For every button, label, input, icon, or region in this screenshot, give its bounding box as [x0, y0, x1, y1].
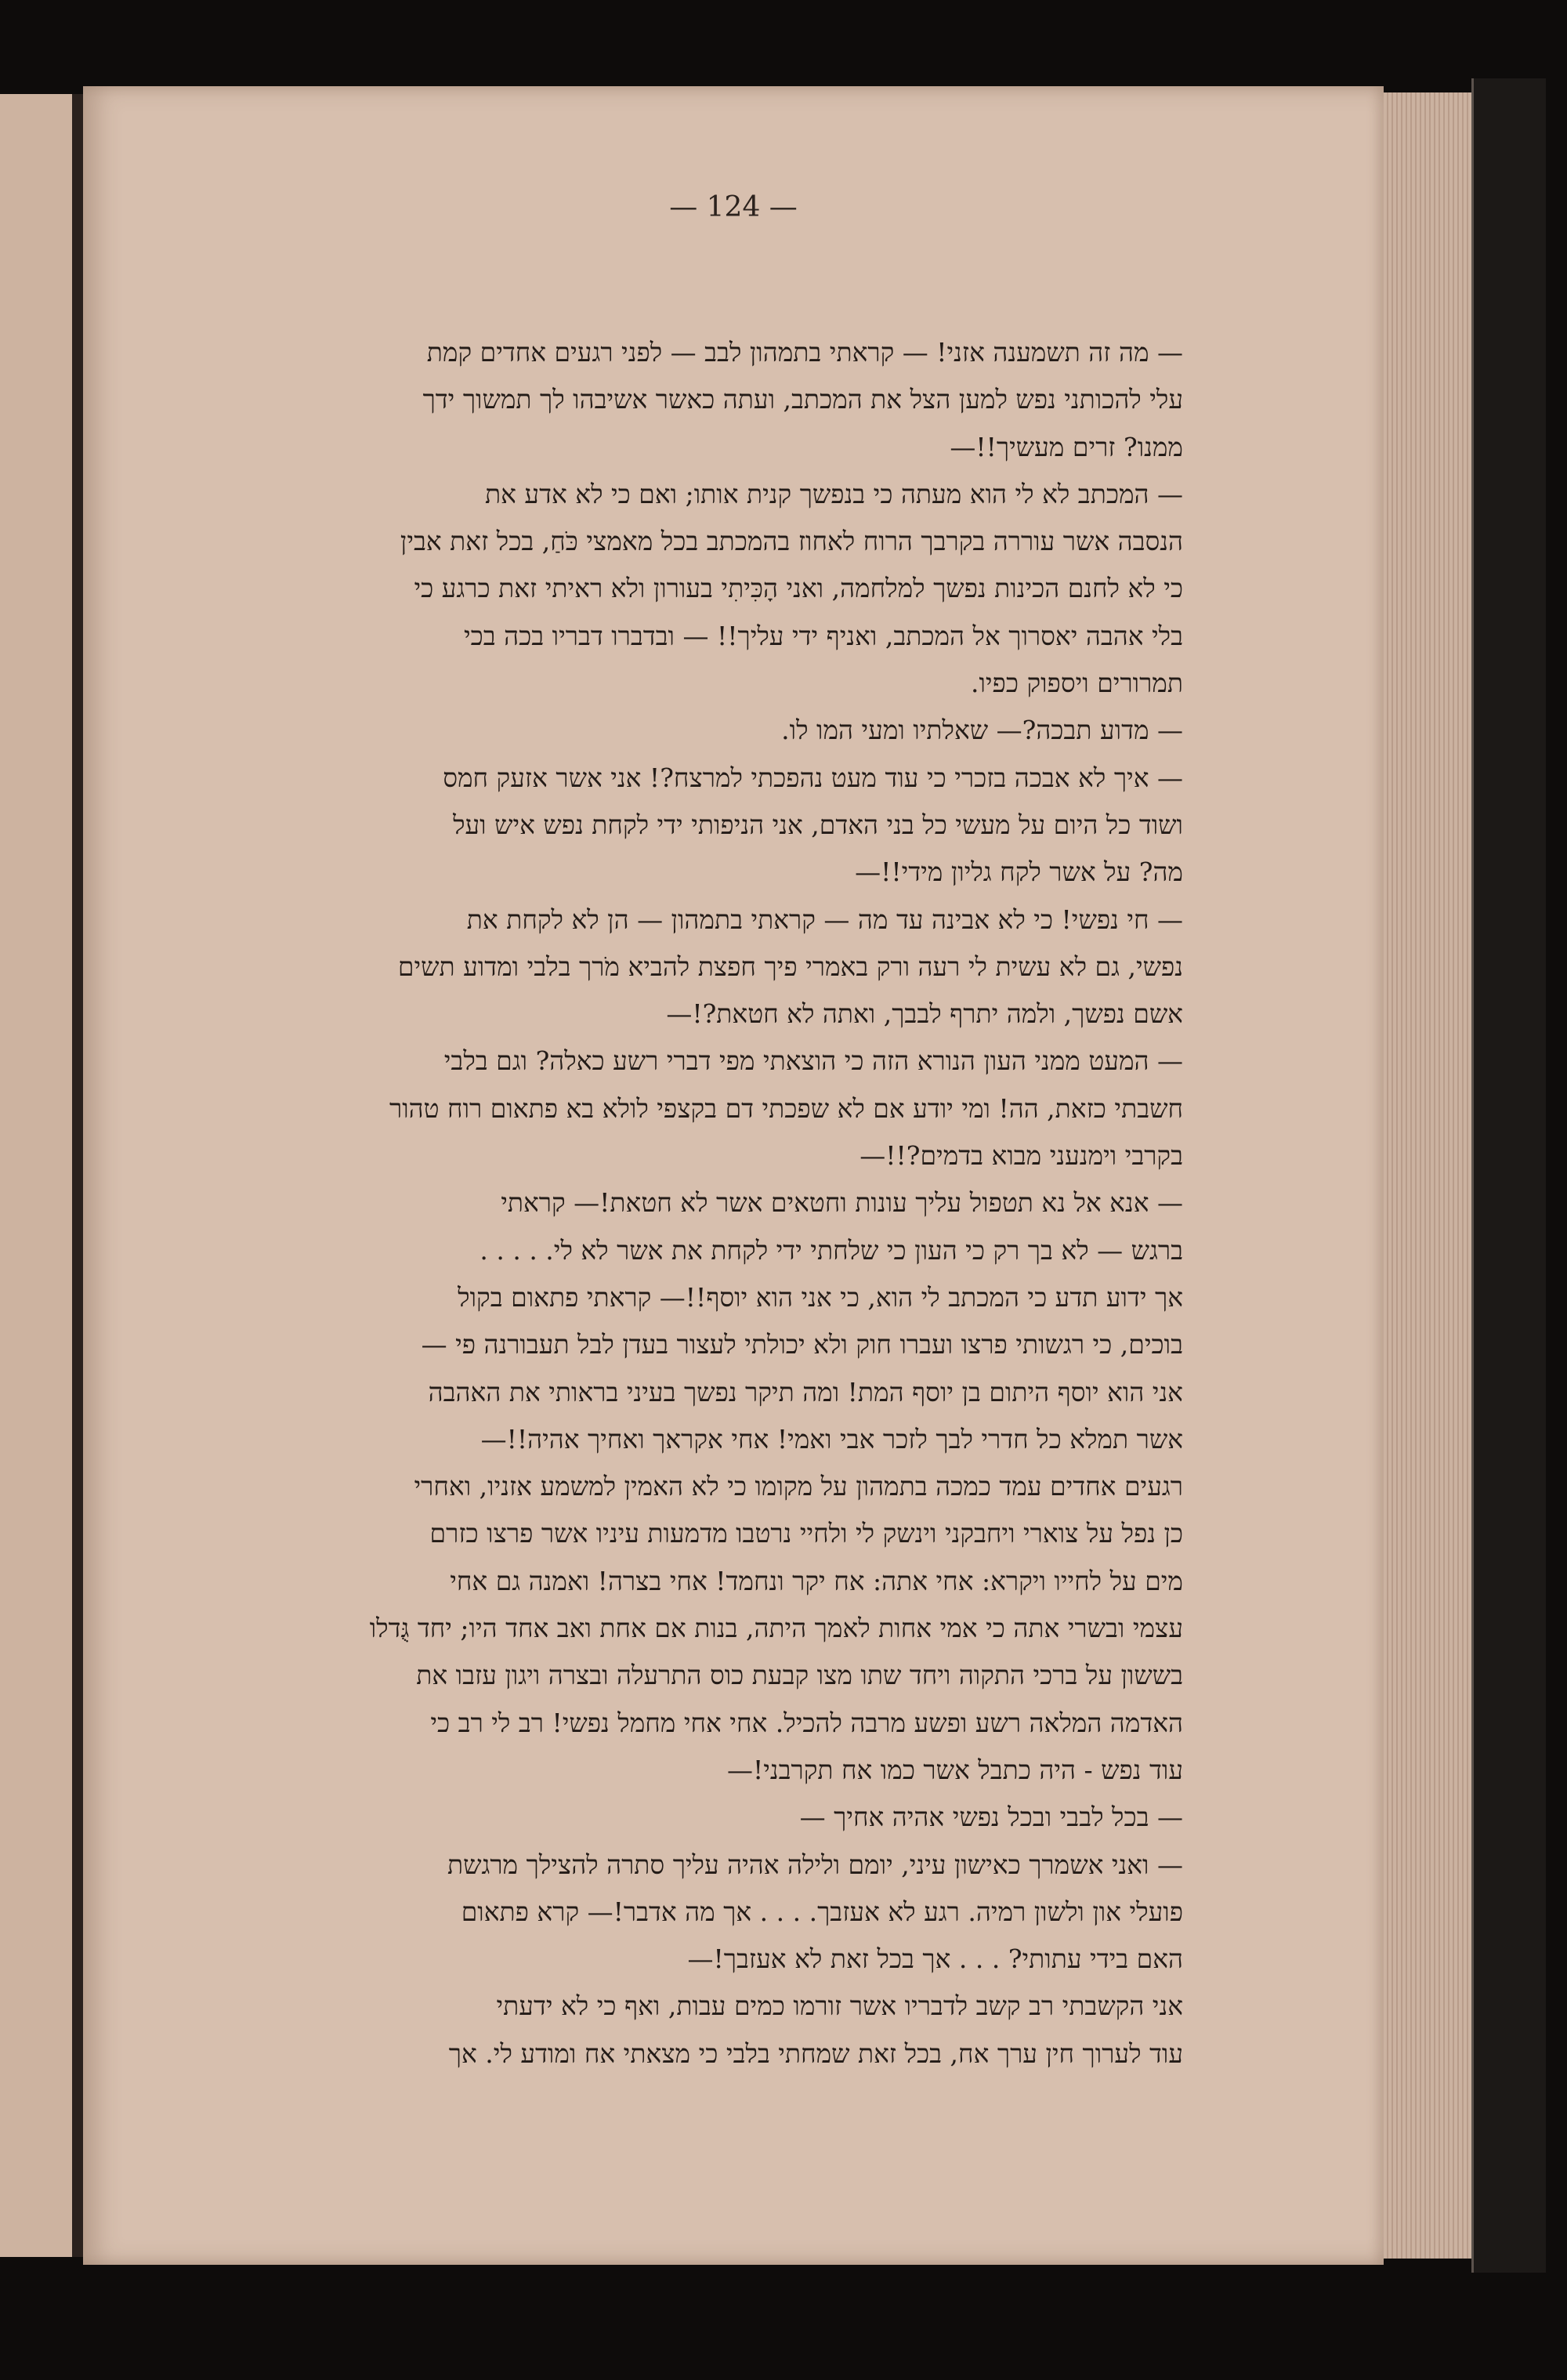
text-line: רגעים אחדים עמד כמכה בתמהון על מקומו כי לא האמין למשמע אזניו, ואחרי [414, 1471, 1183, 1502]
page-block-edges [1384, 92, 1471, 2259]
text-line: — אנא אל נא תטפול עליך עונות וחטאים אשר לא חטאת!— קראתי [501, 1187, 1183, 1219]
text-line: ממנו? זרים מעשיך!!— [950, 431, 1183, 462]
text-line: עוד נפש - היה כתבל אשר כמו אח תקרבני!— [726, 1754, 1183, 1785]
text-line: — מדוע תבכה?— שאלתיו ומעי המו לו. [781, 715, 1183, 746]
text-line: אשר תמלא כל חדרי לבך לזכר אבי ואמי! אחי אקראך ואחיך אהיה!!— [480, 1423, 1183, 1454]
book-cover [1471, 78, 1546, 2273]
text-line: הנסבה אשר עוררה בקרבך הרוח לאחוז בהמכתב בכל מאמצי כֹּחַ, בכל זאת אבין [400, 526, 1183, 557]
text-line: עוד לערוך חין ערך אח, בכל זאת שמחתי בלבי כי מצאתי אח ומודע לי. אך [448, 2038, 1183, 2069]
text-line: — חי נפשי! כי לא אבינה עד מה — קראתי בתמהון — הן לא לקחת את [466, 904, 1183, 935]
text-line: אך ידוע תדע כי המכתב לי הוא, כי אני הוא יוסף!!— קראתי פתאום בקול [458, 1281, 1183, 1313]
text-line: מה? על אשר לקח גליון מידי!!— [855, 857, 1183, 888]
text-line: ברגש — לא בך רק כי העון כי שלחתי ידי לקחת את אשר לא לי. . . . . [480, 1234, 1183, 1266]
page-number: — 124 — [669, 191, 798, 223]
text-line: תמרורים ויספוק כפיו. [970, 668, 1183, 699]
text-line: נפשי, גם לא עשית לי רעה ורק באמרי פיך חפצת להביא מֹרך בלבי ומדוע תשים [397, 951, 1183, 982]
text-line: — בכל לבבי ובכל נפשי אהיה אחיך — [799, 1802, 1183, 1833]
text-line: חשבתי כזאת, הה! ומי יודע אם לא שפכתי דם בקצפי לולא בא פתאום רוח טהור [389, 1092, 1183, 1124]
text-line: פועלי און ולשון רמיה. רגע לא אעזבך. . . . אך מה אדבר!— קרא פתאום [461, 1896, 1183, 1927]
text-line: בקרבי וימנעני מבוא בדמים?!!— [859, 1140, 1183, 1172]
text-line: עצמי ובשרי אתה כי אמי אחות לאמך היתה, בנות אם אחת ואב אחד היו; יחד גֻּדלו [369, 1613, 1183, 1644]
text-line: מים על לחייו ויקרא: אחי אתה: אח יקר ונחמד! אחי בצרה! ואמנה גם אחי [450, 1565, 1183, 1596]
facing-page-edge [0, 94, 74, 2257]
text-line: כן נפל על צוארי ויחבקני וינשק לי ולחיי נרטבו מדמעות עיניו אשר פרצו כזרם [429, 1518, 1183, 1549]
body-text [196, 329, 1183, 2078]
text-line: בששון על ברכי התקוה ויחד שתו מצו קבעת כוס התרעלה ובצרה ויגון עזבו את [416, 1660, 1183, 1691]
text-line: האם בידי עתותי? . . . אך בכל זאת לא אעזבך!— [687, 1943, 1183, 1975]
text-line: אשם נפשך, ולמה יתרף לבבך, ואתה לא חטאת?!— [666, 998, 1183, 1030]
text-line: כי לא לחנם הכינות נפשך למלחמה, ואני הָכִּיתִי בעורון ולא ראיתי זאת כרגע כי [414, 573, 1183, 604]
text-line: ושוד כל היום על מעשי כל בני האדם, אני הניפותי ידי לקחת נפש איש ועל [453, 809, 1183, 840]
text-line: האדמה המלאה רשע ופשע מרבה להכיל. אחי אחי מחמל נפשי! רב לי רב כי [430, 1707, 1183, 1738]
text-line: — ואני אשמרך כאישון עיני, יומם ולילה אהיה עליך סתרה להצילך מרגשת [447, 1849, 1183, 1880]
text-line: בוכים, כי רגשותי פרצו ועברו חוק ולא יכולתי לעצור בעדן לבל תעבורנה פי — [421, 1329, 1183, 1360]
text-line: אני הקשבתי רב קשב לדבריו אשר זורמו כמים עבות, ואף כי לא ידעתי [496, 1991, 1183, 2022]
text-line: עלי להכותני נפש למען הצל את המכתב, ועתה כאשר אשיבהו לך תמשוך ידך [422, 384, 1183, 415]
text-line: בלי אהבה יאסרוך אל המכתב, ואניף ידי עליך!! — ובדברו דבריו בכה בכי [463, 620, 1183, 651]
text-line: — המעט ממני העון הנורא הזה כי הוצאתי מפי דברי רשע כאלה? וגם בלבי [443, 1045, 1183, 1077]
text-line: — איך לא אבכה בזכרי כי עוד מעט נהפכתי למרצח?! אני אשר אזעק חמס [443, 762, 1183, 793]
text-line: אני הוא יוסף היתום בן יוסף המת! ומה תיקר נפשך בעיני בראותי את האהבה [428, 1376, 1183, 1407]
text-line: — מה זה תשמענה אזני! — קראתי בתמהון לבב — לפני רגעים אחדים קמת [426, 337, 1183, 368]
text-line: — המכתב לא לי הוא מעתה כי בנפשך קנית אותו; ואם כי לא אדע את [485, 478, 1183, 509]
book-gutter [72, 94, 83, 2257]
